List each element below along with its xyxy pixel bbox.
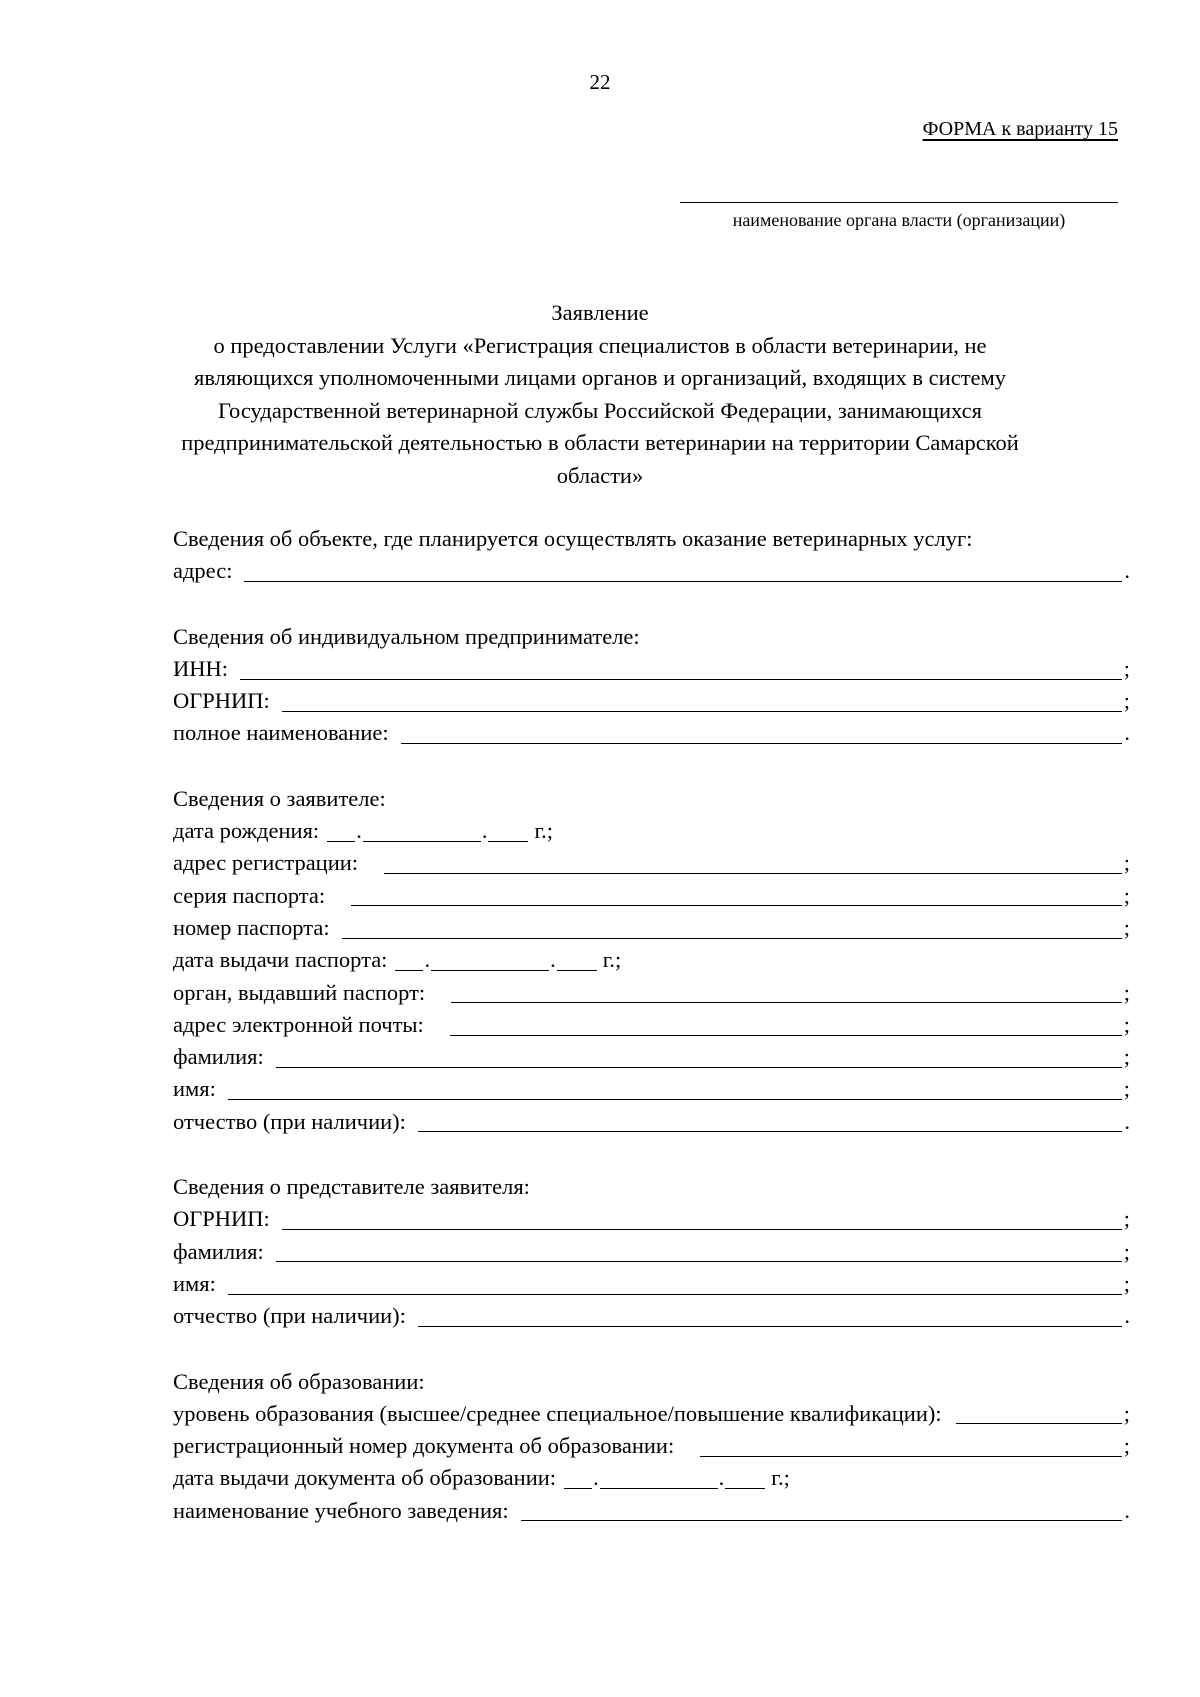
line-end: ; [1123, 1433, 1130, 1459]
name-field[interactable] [228, 1079, 1122, 1100]
passport-issue-date-row [173, 944, 1130, 976]
title-line: о предоставлении Услуги «Регистрация специалистов в области ветеринарии, не [213, 332, 987, 358]
section-heading: Сведения об объекте, где планируется осуществлять оказание ветеринарных услуг: [173, 526, 973, 551]
authority-caption: наименование органа власти (организации) [732, 210, 1066, 230]
section-heading: Сведения о представителе заявителя: [173, 1174, 530, 1200]
line-end: . [1124, 1303, 1130, 1329]
date-separator: . [718, 1465, 725, 1491]
address-row [173, 555, 1130, 587]
passport-series-row [173, 880, 1130, 912]
date-separator: . [550, 947, 556, 973]
doc-number-field[interactable] [700, 1436, 1122, 1457]
address-field[interactable] [244, 561, 1122, 582]
month-blank[interactable] [600, 1468, 718, 1489]
passport-series-field[interactable] [351, 885, 1122, 906]
field-label: уровень образования (высшее/среднее специальное/повышение квалификации): [173, 1400, 942, 1426]
line-end: ; [1123, 1238, 1130, 1264]
institution-row [173, 1495, 1130, 1527]
birth-date-row [173, 815, 1130, 847]
email-field[interactable] [450, 1015, 1122, 1036]
title-line: области» [556, 462, 644, 488]
form-reference: ФОРМА к варианту 15 [922, 118, 1118, 140]
title-line: являющихся уполномоченными лицами органов и организаций, входящих в систему [193, 365, 1007, 390]
passport-issue-date-field[interactable] [395, 944, 621, 976]
line-end: ; [1123, 688, 1130, 714]
field-label: дата рождения: [173, 818, 320, 844]
field-label: имя: [173, 1270, 216, 1296]
passport-number-field[interactable] [342, 918, 1122, 939]
year-suffix: г.; [602, 947, 622, 973]
doc-date-field[interactable] [564, 1462, 790, 1494]
line-end: ; [1123, 850, 1130, 876]
passport-number-row [173, 912, 1130, 944]
date-separator: . [481, 818, 488, 844]
month-blank[interactable] [431, 950, 549, 971]
year-suffix: г.; [534, 818, 554, 844]
day-blank[interactable] [327, 821, 355, 842]
field-label: отчество (при наличии): [173, 1108, 406, 1134]
section-heading: Сведения об индивидуальном предпринимателе: [173, 623, 640, 649]
title-line: Государственной ветеринарной службы Российской Федерации, занимающихся [218, 397, 982, 423]
authority-line [680, 202, 1118, 231]
month-blank[interactable] [363, 821, 481, 842]
rep-surname-row [173, 1236, 1130, 1268]
passport-issuer-row [173, 977, 1130, 1009]
education-level-row [173, 1398, 1130, 1430]
field-label: номер паспорта: [173, 914, 330, 940]
rep-patronymic-field[interactable] [418, 1306, 1122, 1327]
year-blank[interactable] [725, 1468, 765, 1489]
field-label: серия паспорта: [173, 882, 326, 908]
line-end: ; [1123, 979, 1130, 1005]
entrepreneur-section [173, 621, 1130, 750]
line-end: . [1124, 720, 1130, 746]
year-blank[interactable] [557, 950, 597, 971]
surname-field[interactable] [276, 1047, 1122, 1068]
full-name-field[interactable] [401, 723, 1123, 744]
surname-row [173, 1041, 1130, 1073]
page-number: 22 [589, 70, 611, 94]
line-end: . [1124, 558, 1130, 584]
rep-ogrnip-row [173, 1203, 1130, 1235]
doc-number-row [173, 1430, 1130, 1462]
ogrnip-field[interactable] [282, 691, 1122, 712]
education-section [173, 1366, 1130, 1527]
field-label: адрес электронной почты: [173, 1011, 424, 1037]
line-end: ; [1123, 1206, 1130, 1232]
ogrnip-row [173, 685, 1130, 717]
section-heading: Сведения о заявителе: [173, 785, 386, 811]
rep-name-row [173, 1268, 1130, 1300]
inn-field[interactable] [240, 659, 1122, 680]
line-end: ; [1123, 1400, 1130, 1426]
document-title [0, 297, 1200, 492]
section-heading: Сведения об образовании: [173, 1368, 425, 1394]
applicant-section [173, 783, 1130, 1138]
date-separator: . [356, 818, 362, 844]
line-end: ; [1123, 1044, 1130, 1070]
field-label: дата выдачи документа об образовании: [173, 1465, 557, 1491]
doc-date-row [173, 1462, 1130, 1494]
field-label: орган, выдавший паспорт: [173, 979, 426, 1005]
year-blank[interactable] [488, 821, 528, 842]
field-label: отчество (при наличии): [173, 1303, 406, 1329]
rep-patronymic-row [173, 1300, 1130, 1332]
line-end: . [1124, 1108, 1130, 1134]
year-suffix: г.; [771, 1465, 790, 1491]
form-sections [173, 523, 1130, 1560]
date-separator: . [593, 1465, 599, 1491]
field-label: фамилия: [173, 1238, 264, 1264]
field-label: адрес: [173, 558, 233, 584]
day-blank[interactable] [395, 950, 423, 971]
line-end: ; [1123, 1011, 1130, 1037]
institution-field[interactable] [521, 1500, 1123, 1521]
field-label: наименование учебного заведения: [173, 1497, 509, 1523]
patronymic-row [173, 1106, 1130, 1138]
line-end: ; [1123, 1076, 1130, 1102]
line-end: ; [1123, 882, 1130, 908]
email-row [173, 1009, 1130, 1041]
object-section [173, 523, 1130, 588]
birth-date-field[interactable] [327, 815, 553, 847]
full-name-row [173, 717, 1130, 749]
representative-section [173, 1171, 1130, 1332]
reg-address-row [173, 847, 1130, 879]
field-label: фамилия: [173, 1044, 264, 1070]
field-label: ОГРНИП: [173, 688, 270, 714]
field-label: регистрационный номер документа об образовании: [173, 1433, 675, 1459]
education-level-field[interactable] [956, 1403, 1122, 1424]
title-heading: Заявление [551, 300, 649, 325]
reg-address-field[interactable] [384, 853, 1122, 874]
field-label: ИНН: [173, 655, 228, 681]
patronymic-field[interactable] [418, 1111, 1122, 1132]
inn-row [173, 653, 1130, 685]
line-end: ; [1123, 655, 1130, 681]
rep-name-field[interactable] [228, 1274, 1122, 1295]
rep-surname-field[interactable] [276, 1241, 1122, 1262]
field-label: адрес регистрации: [173, 850, 359, 876]
field-label: дата выдачи паспорта: [173, 947, 388, 973]
line-end: ; [1123, 914, 1130, 940]
passport-issuer-field[interactable] [451, 982, 1122, 1003]
line-end: ; [1123, 1270, 1130, 1296]
date-separator: . [424, 947, 431, 973]
name-row [173, 1073, 1130, 1105]
field-label: имя: [173, 1076, 216, 1102]
day-blank[interactable] [564, 1468, 592, 1489]
title-line: предпринимательской деятельностью в области ветеринарии на территории Самарской [181, 430, 1019, 455]
rep-ogrnip-field[interactable] [282, 1209, 1122, 1230]
field-label: ОГРНИП: [173, 1206, 270, 1232]
field-label: полное наименование: [173, 720, 389, 746]
line-end: . [1124, 1497, 1130, 1523]
